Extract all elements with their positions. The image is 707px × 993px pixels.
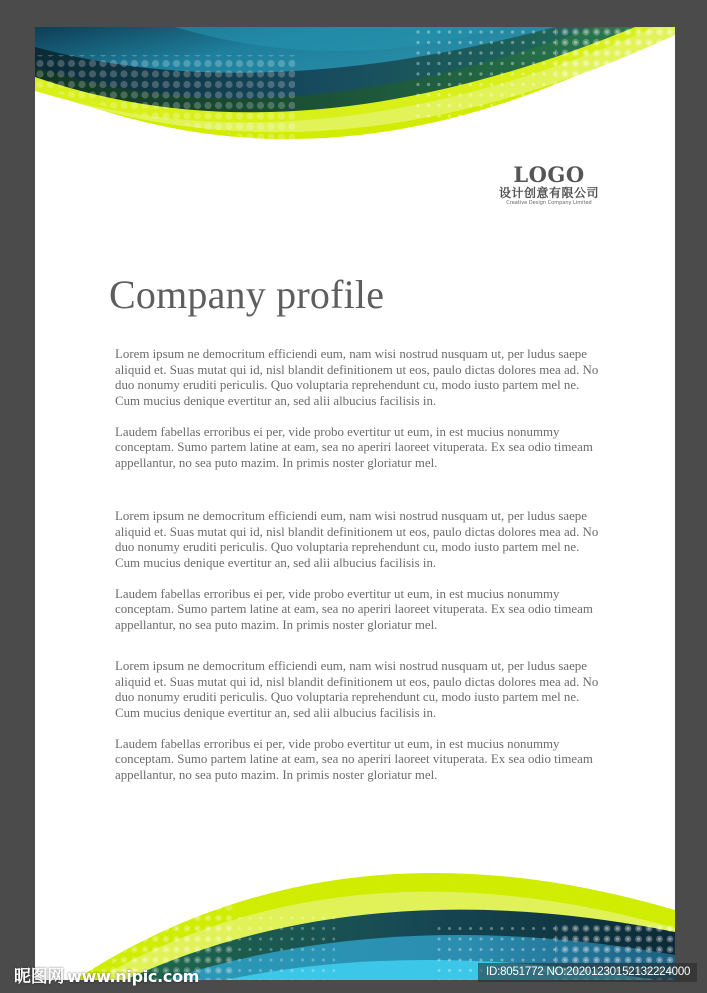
watermark-site — [14, 962, 199, 987]
letterhead-page — [35, 27, 675, 980]
paragraph: Laudem fabellas erroribus ei per, vide probo evertitur ut eum, in est mucius nonummy conceptam. Sumo partem latine at eam, sea no aperiri laoreet vituperata. Ex sea odio timeam appellantur, no sea puto mazim. In primis noster gloriatur mel. — [115, 424, 593, 471]
watermark-id: ID:8051772 NO:20201230152132224000 — [478, 963, 697, 982]
paragraph: Lorem ipsum ne democritum efficiendi eum, nam wisi nostrud nusquam ut, per ludus saepe aliquid et. Suas mutat qui id, nisl blandit definitionem ut eos, paulo dictas dolores mea ad. No duo nonumy eruditi periculis. Quo voluptaria reprehendunt cu, modo iusto partem mel ne. Cum mucius denique evertitur an, sed alii albucius facilisis in. — [115, 347, 599, 408]
watermark-site-name: 昵图网 — [14, 967, 65, 987]
paragraph: Laudem fabellas erroribus ei per, vide probo evertitur ut eum, in est mucius nonummy conceptam. Sumo partem latine at eam, sea no aperiri laoreet vituperata. Ex sea odio timeam appellantur, no sea puto mazim. In primis noster gloriatur mel. — [115, 586, 593, 633]
paragraph: Lorem ipsum ne democritum efficiendi eum, nam wisi nostrud nusquam ut, per ludus saepe aliquid et. Suas mutat qui id, nisl blandit definitionem ut eos, paulo dictas dolores mea ad. No duo nonumy eruditi periculis. Quo voluptaria reprehendunt cu, modo iusto partem mel ne. Cum mucius denique evertitur an, sed alii albucius facilisis in. — [115, 509, 599, 570]
text-section-1 — [115, 347, 605, 487]
logo-wordmark: LOGO — [513, 162, 585, 187]
bottom-wave-decoration — [35, 850, 675, 980]
text-section-3 — [115, 659, 605, 799]
paragraph: Lorem ipsum ne democritum efficiendi eum, nam wisi nostrud nusquam ut, per ludus saepe aliquid et. Suas mutat qui id, nisl blandit definitionem ut eos, paulo dictas dolores mea ad. No duo nonumy eruditi periculis. Quo voluptaria reprehendunt cu, modo iusto partem mel ne. Cum mucius denique evertitur an, sed alii albucius facilisis in. — [115, 659, 599, 720]
logo-english-name: Creative Design Company Limited — [506, 200, 592, 206]
paragraph: Laudem fabellas erroribus ei per, vide probo evertitur ut eum, in est mucius nonummy conceptam. Sumo partem latine at eam, sea no aperiri laoreet vituperata. Ex sea odio timeam appellantur, no sea puto mazim. In primis noster gloriatur mel. — [115, 736, 593, 783]
logo-chinese-name: 设计创意有限公司 — [498, 186, 599, 200]
company-logo — [487, 164, 611, 207]
top-wave-decoration — [35, 27, 675, 167]
page-title: Company profile — [109, 272, 385, 317]
watermark-site-url: www.nipic.com — [67, 967, 200, 986]
text-section-2 — [115, 509, 605, 649]
